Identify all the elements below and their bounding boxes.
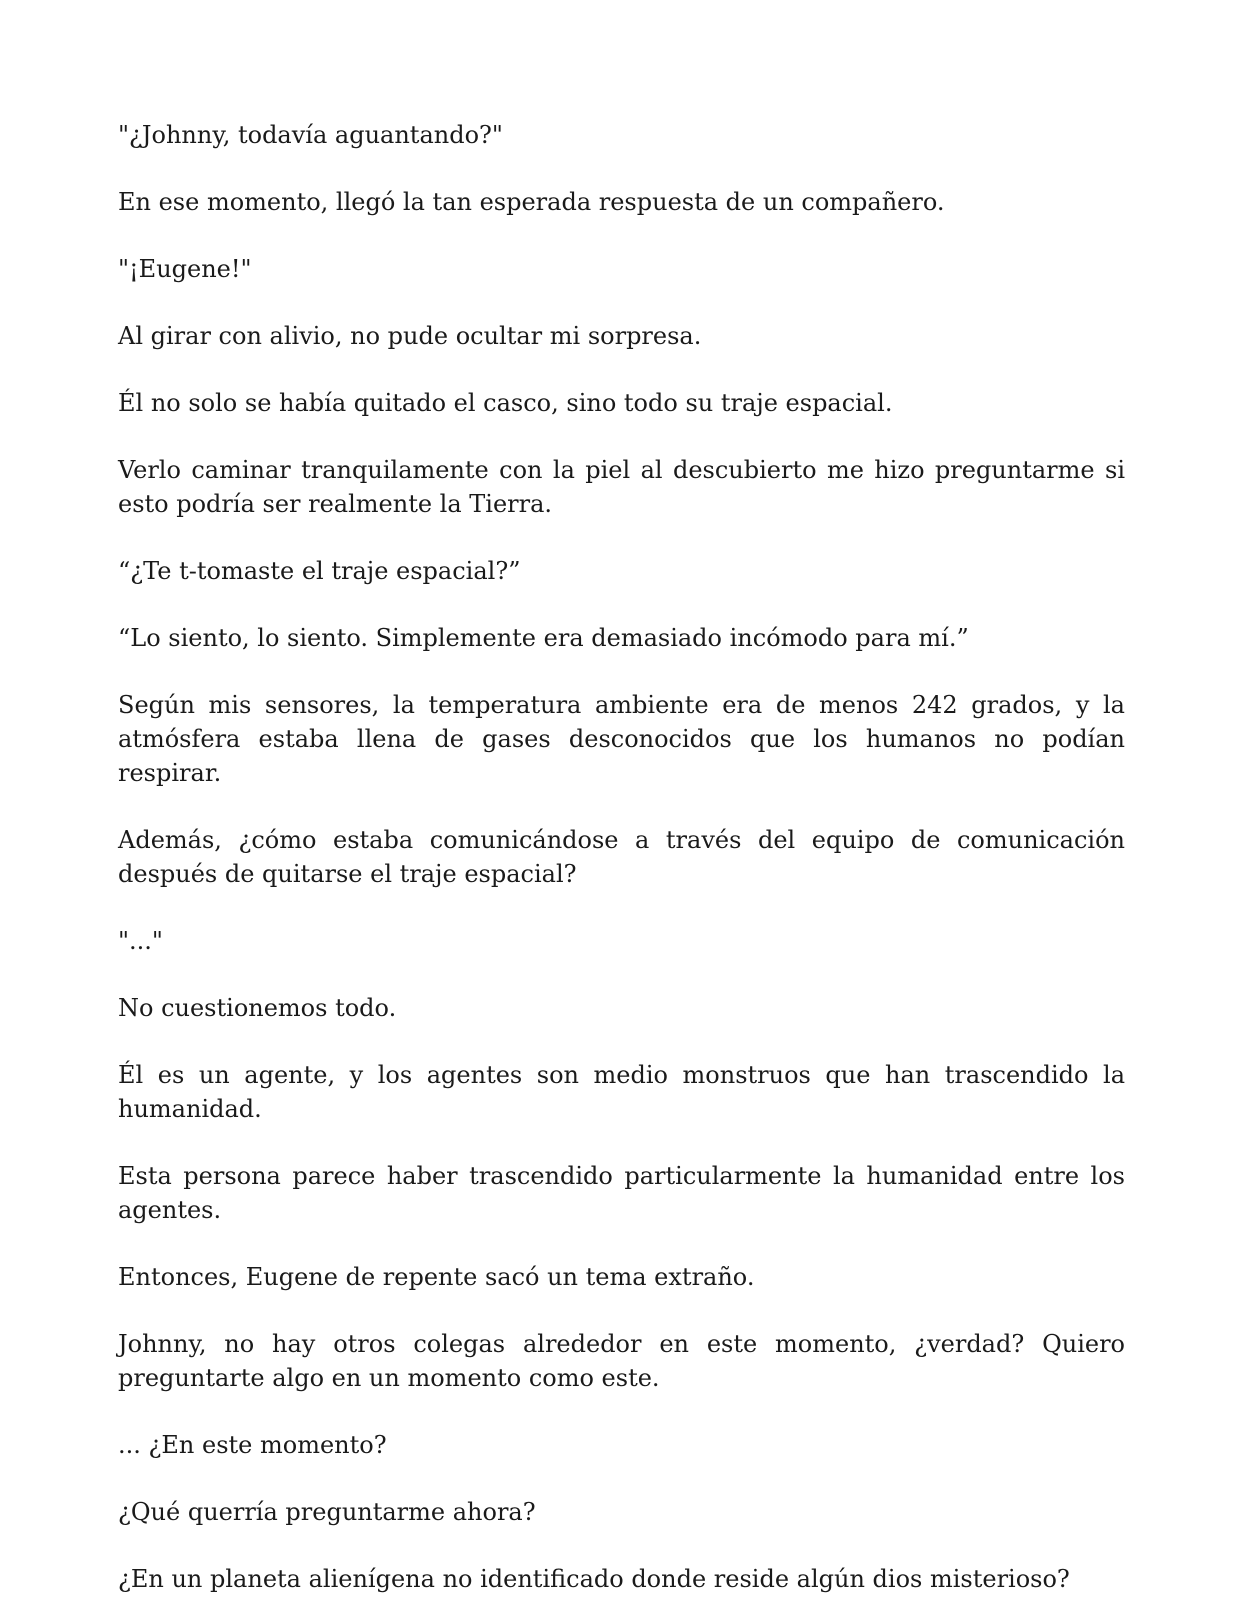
paragraph: Él es un agente, y los agentes son medio monstruos que han trascendido la humanidad. (118, 1061, 1125, 1123)
paragraph: ... ¿En este momento? (118, 1431, 387, 1459)
paragraph: "..." (118, 927, 163, 955)
paragraph: ¿En un planeta alienígena no identificado donde reside algún dios misterioso? (118, 1565, 1070, 1593)
body-text (118, 118, 1125, 1617)
paragraph: Johnny, no hay otros colegas alrededor en este momento, ¿verdad? Quiero preguntarte algo en un momento como este. (118, 1330, 1125, 1392)
paragraph: Además, ¿cómo estaba comunicándose a través del equipo de comunicación después de quitarse el traje espacial? (118, 826, 1125, 888)
paragraph: Entonces, Eugene de repente sacó un tema extraño. (118, 1263, 755, 1291)
paragraph: Al girar con alivio, no pude ocultar mi sorpresa. (118, 322, 702, 350)
paragraph: “Lo siento, lo siento. Simplemente era demasiado incómodo para mí.” (118, 624, 969, 652)
paragraph: "¿Johnny, todavía aguantando?" (118, 121, 503, 149)
paragraph: En ese momento, llegó la tan esperada respuesta de un compañero. (118, 188, 945, 216)
paragraph: Según mis sensores, la temperatura ambiente era de menos 242 grados, y la atmósfera estaba llena de gases desconocidos que los humanos no podían respirar. (118, 691, 1125, 787)
paragraph: ¿Qué querría preguntarme ahora? (118, 1498, 536, 1526)
paragraph: Verlo caminar tranquilamente con la piel al descubierto me hizo preguntarme si esto podría ser realmente la Tierra. (118, 456, 1125, 518)
paragraph: Esta persona parece haber trascendido particularmente la humanidad entre los agentes. (118, 1162, 1125, 1224)
paragraph: “¿Te t-tomaste el traje espacial?” (118, 557, 521, 585)
paragraph: "¡Eugene!" (118, 255, 252, 283)
paragraph: Él no solo se había quitado el casco, sino todo su traje espacial. (118, 389, 893, 417)
paragraph: No cuestionemos todo. (118, 994, 397, 1022)
